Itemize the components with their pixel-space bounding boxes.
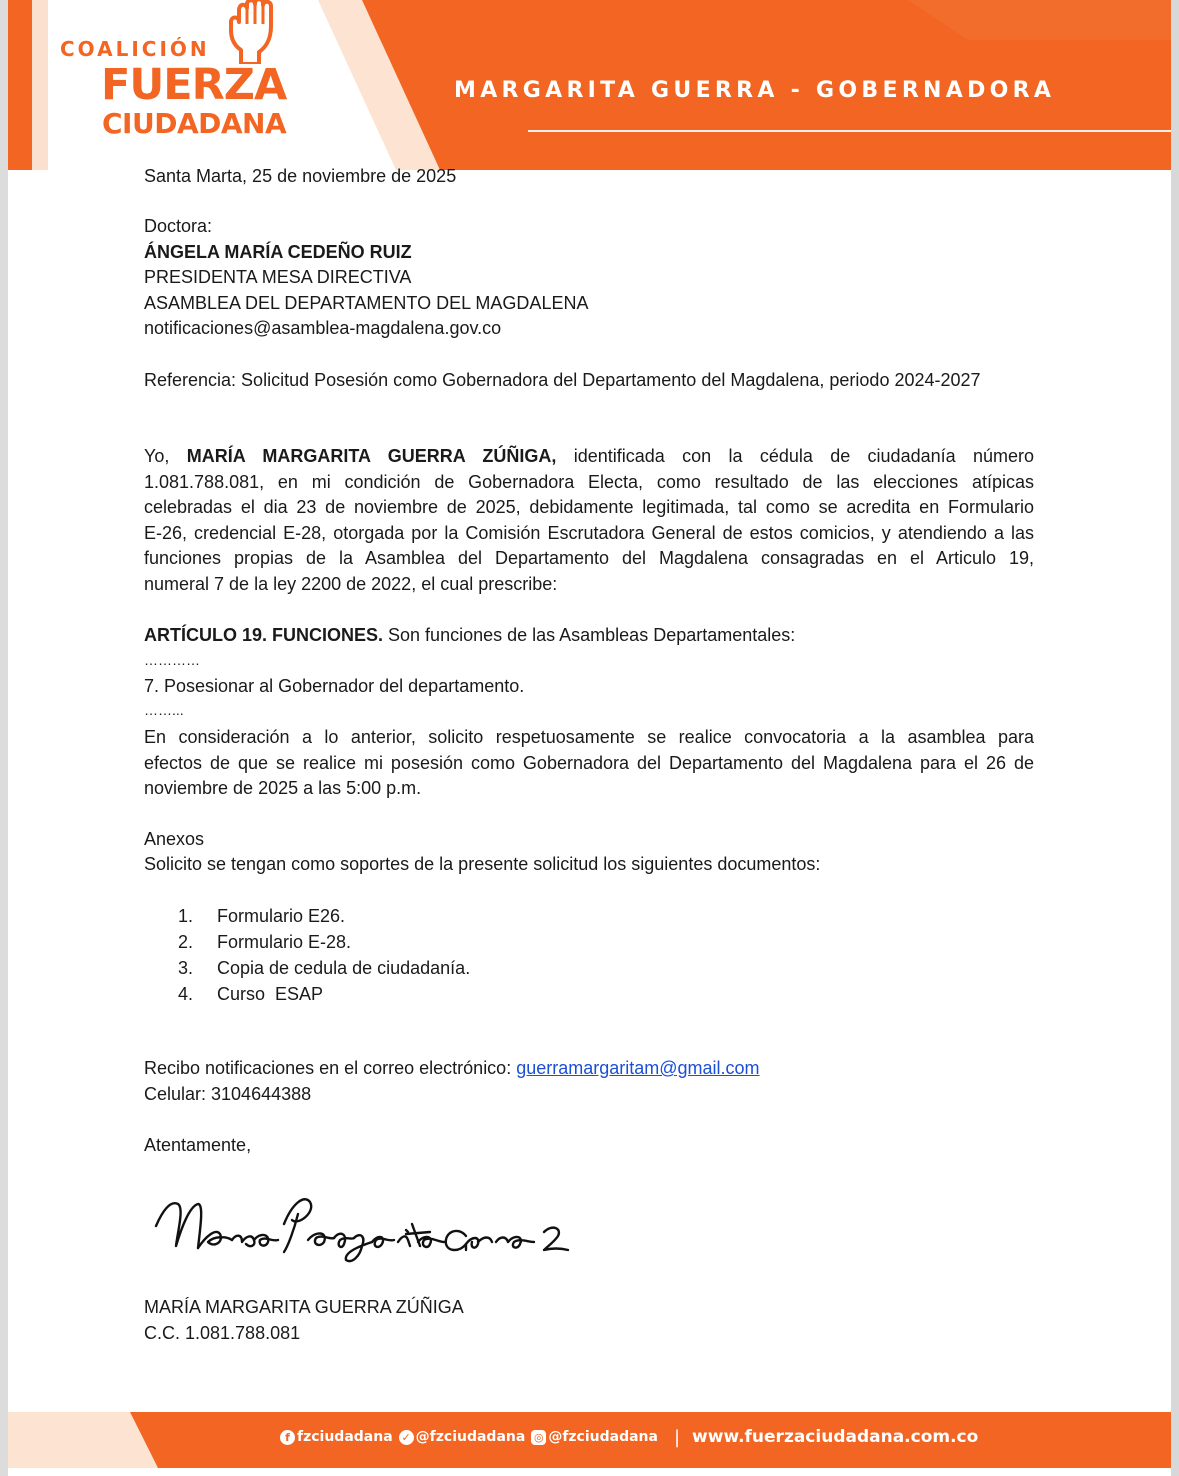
p1-name: MARÍA MARGARITA GUERRA ZÚÑIGA, — [186, 446, 557, 466]
footer-website-link[interactable]: www.fuerzaciudadana.com.co — [692, 1427, 979, 1447]
footer-twitter[interactable] — [399, 1429, 526, 1445]
recipient-name: ÁNGELA MARÍA CEDEÑO RUIZ — [144, 242, 412, 262]
twitter-handle: @fzciudadana — [415, 1429, 526, 1445]
logo-fuerza: FUERZA — [101, 60, 287, 110]
ellipsis-2: ……... — [144, 702, 184, 718]
header-title: MARGARITA GUERRA - GOBERNADORA — [454, 78, 1056, 103]
logo — [50, 0, 360, 160]
place-date: Santa Marta, 25 de noviembre de 2025 — [144, 166, 457, 186]
closing: Atentamente, — [144, 1135, 252, 1155]
list-item — [178, 981, 470, 1007]
list-item — [178, 929, 470, 955]
letter-page — [8, 0, 1171, 1476]
footer-facebook[interactable] — [280, 1429, 393, 1445]
article-heading-line — [144, 623, 795, 649]
page-edge-right — [1171, 0, 1179, 1476]
recipient-title: PRESIDENTA MESA DIRECTIVA — [144, 267, 412, 287]
signer-name: MARÍA MARGARITA GUERRA ZÚÑIGA — [144, 1297, 464, 1317]
ellipsis-1: ………… — [144, 652, 200, 668]
body-paragraph-1 — [144, 444, 1034, 598]
instagram-icon: ◎ — [531, 1430, 546, 1445]
p1-line-3: celebradas el dia 23 de noviembre de 2025, debidamente legitimada, tal como se acredita en Formulario — [144, 497, 1034, 518]
header-underline — [528, 130, 1171, 132]
list-item-text: Copia de cedula de ciudadanía. — [217, 958, 471, 978]
facebook-handle: fzciudadana — [297, 1429, 393, 1445]
p1-lead: Yo, — [144, 446, 170, 466]
list-item-text: Curso ESAP — [217, 984, 324, 1004]
facebook-icon: f — [280, 1430, 295, 1445]
phone-line: Celular: 3104644388 — [144, 1084, 312, 1104]
footer-links — [280, 1424, 978, 1450]
article-heading-rest: Son funciones de las Asambleas Departamentales: — [383, 625, 796, 645]
annex-title: Anexos — [144, 829, 205, 849]
page-edge-left — [0, 0, 8, 1476]
p1-line-2: 1.081.788.081, en mi condición de Gobernadora Electa, como resultado de las elecciones atípicas — [144, 471, 1034, 492]
list-item — [178, 903, 470, 929]
list-item-text: Formulario E26. — [217, 906, 346, 926]
p2-line-2: efectos de que se realice mi posesión como Gobernadora del Departamento del Magdalena para el 26 de — [144, 752, 1034, 773]
logo-coalicion: COALICIÓN — [60, 37, 210, 61]
footer-instagram[interactable] — [531, 1429, 658, 1445]
article-item: 7. Posesionar al Gobernador del departamento. — [144, 676, 525, 696]
annex-list — [178, 903, 470, 1007]
list-item-text: Formulario E-28. — [217, 932, 352, 952]
p1-line-6: numeral 7 de la ley 2200 de 2022, el cual prescribe: — [144, 573, 558, 594]
notification-label: Recibo notificaciones en el correo electrónico: — [144, 1058, 517, 1078]
signer-id: C.C. 1.081.788.081 — [144, 1323, 301, 1343]
p2-line-1: En consideración a lo anterior, solicito respetuosamente se realice convocatoria a la asamblea para — [144, 727, 1034, 747]
p1-line-5: funciones propias de la Asamblea del Departamento del Magdalena consagradas en el Articulo 19, — [144, 548, 1034, 569]
notification-email-link[interactable]: guerramargaritam@gmail.com — [516, 1058, 760, 1078]
article-heading: ARTÍCULO 19. FUNCIONES. — [144, 625, 384, 645]
list-item-number: 3. — [178, 958, 194, 978]
annex-intro: Solicito se tengan como soportes de la presente solicitud los siguientes documentos: — [144, 854, 821, 874]
recipient-org: ASAMBLEA DEL DEPARTAMENTO DEL MAGDALENA — [144, 293, 589, 313]
p1-line-1 — [144, 444, 1034, 470]
footer-separator: | — [673, 1426, 681, 1448]
reference-line: Referencia: Solicitud Posesión como Gobernadora del Departamento del Magdalena, periodo 2024-2027 — [144, 370, 981, 390]
list-item — [178, 955, 470, 981]
body-paragraph-2 — [144, 725, 1034, 802]
signature — [148, 1190, 588, 1280]
fist-icon — [225, 0, 287, 64]
p1-line-4: E-26, credencial E-28, otorgada por la Comisión Escrutadora General de estos comicios, y atendiendo a las — [144, 522, 1034, 543]
twitter-icon: ✓ — [399, 1430, 414, 1445]
list-item-number: 4. — [178, 984, 194, 1004]
recipient-email: notificaciones@asamblea-magdalena.gov.co — [144, 318, 502, 338]
instagram-handle: @fzciudadana — [548, 1429, 658, 1445]
p2-line-3: noviembre de 2025 a las 5:00 p.m. — [144, 778, 422, 799]
logo-ciudadana: CIUDADANA — [102, 107, 287, 140]
list-item-number: 2. — [178, 932, 194, 952]
salutation: Doctora: — [144, 216, 213, 236]
list-item-number: 1. — [178, 906, 194, 926]
p1-line-1-rest: identificada con la cédula de ciudadanía número — [573, 446, 1034, 466]
notification-line — [144, 1056, 760, 1082]
